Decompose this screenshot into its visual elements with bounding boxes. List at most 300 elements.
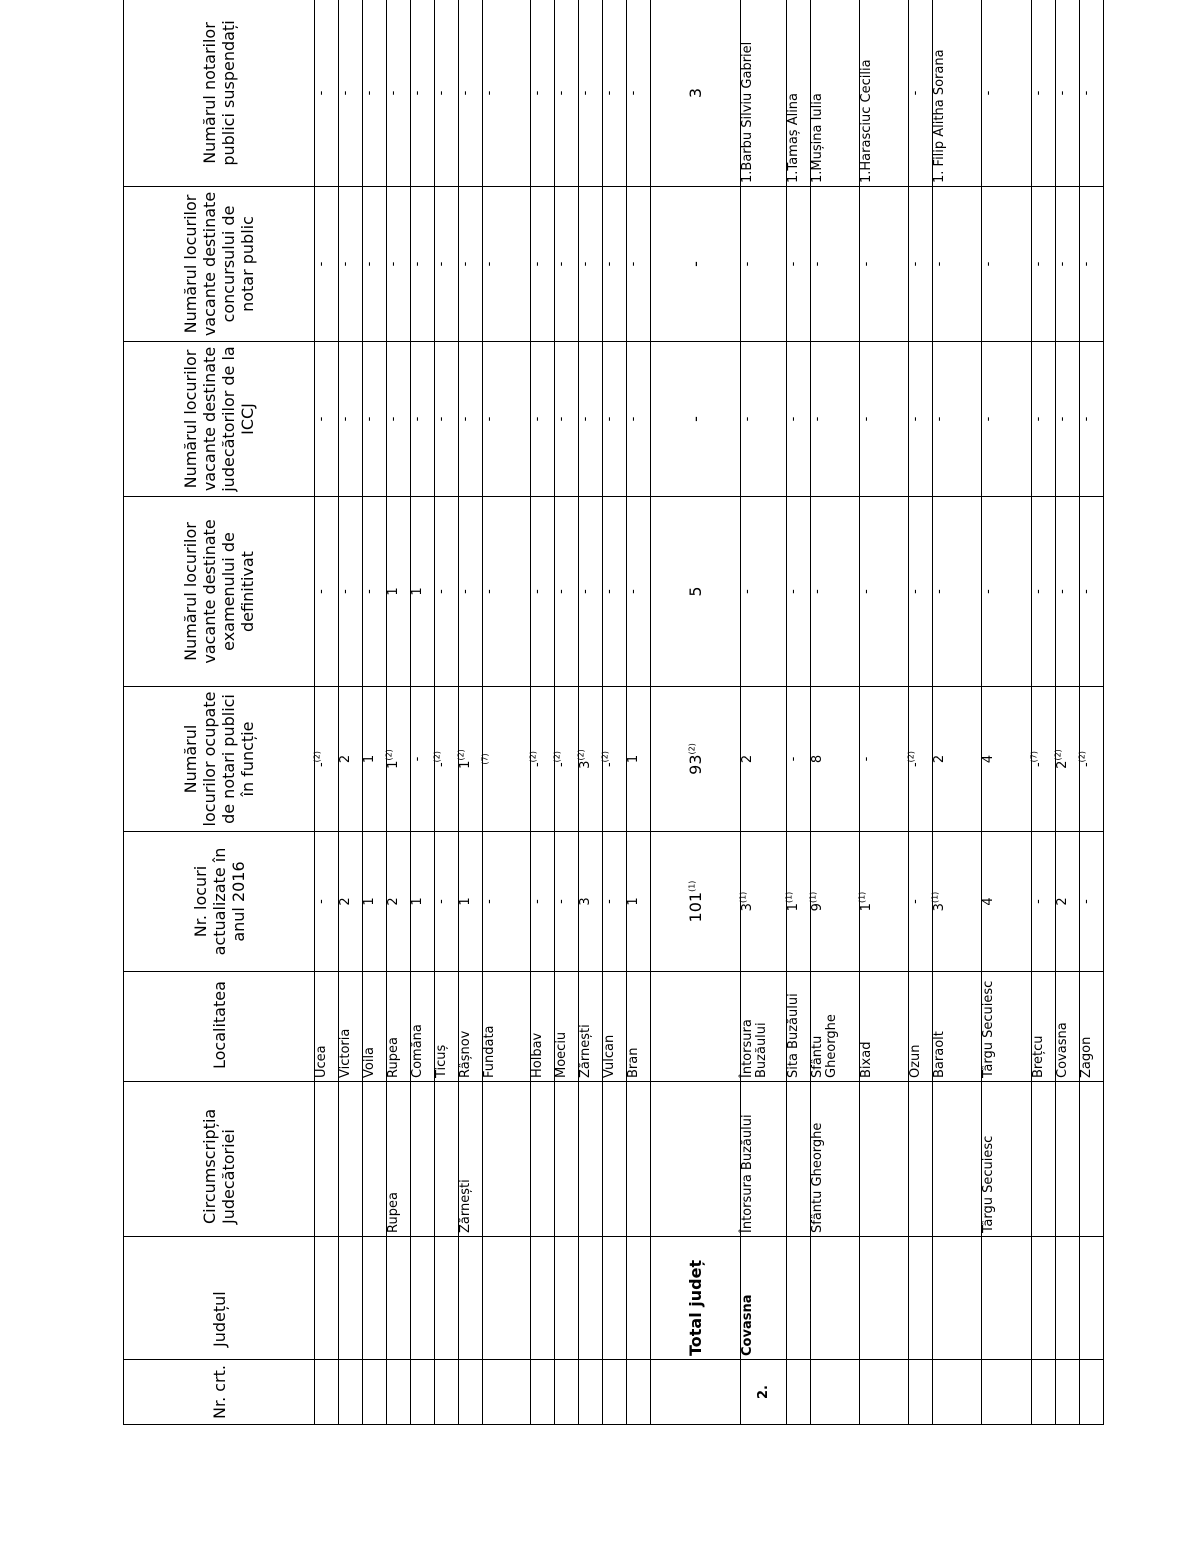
cell-iccj	[411, 342, 435, 497]
cell-locuri-2016-text: -	[602, 899, 617, 904]
cell-suspendati-text: -	[338, 90, 353, 96]
cell-localitatea	[933, 972, 982, 1082]
cell-nr-crt	[933, 1360, 982, 1425]
cell-locuri-2016-text: -	[482, 899, 497, 904]
cell-concurs-text: -	[434, 261, 449, 267]
cell-nr-crt-text: 2.	[755, 1385, 771, 1399]
cell-locuri-ocupate	[1077, 687, 1104, 832]
cell-locuri-ocupate-text: 8	[810, 754, 825, 764]
cell-concurs	[909, 187, 933, 342]
cell-nr-crt	[411, 1360, 435, 1425]
cell-concurs	[603, 187, 627, 342]
header-localitatea: Localitatea	[124, 972, 315, 1082]
cell-locuri-ocupate-text: 2	[740, 754, 755, 764]
cell-localitatea-text: Ticuș	[434, 1044, 449, 1078]
cell-iccj	[933, 342, 982, 497]
cell-nr-crt	[315, 1360, 339, 1425]
cell-concurs-text: -	[530, 261, 545, 267]
cell-locuri-ocupate	[1053, 687, 1080, 832]
cell-iccj-text: -	[338, 416, 353, 422]
cell-suspendati	[579, 0, 603, 187]
cell-locuri-2016	[857, 832, 909, 972]
cell-localitatea	[579, 972, 603, 1082]
cell-locuri-ocupate-text: 4	[981, 754, 996, 764]
cell-localitatea-text: Ozun	[908, 1044, 923, 1078]
cell-iccj-text: -	[626, 416, 641, 422]
cell-circumscriptia	[1032, 1082, 1056, 1237]
cell-nr-crt	[483, 1360, 531, 1425]
table-row	[982, 0, 1032, 1425]
table-row	[579, 0, 603, 1425]
cell-judet	[483, 1237, 531, 1360]
cell-locuri-ocupate	[480, 687, 531, 832]
cell-locuri-2016-text: 1	[786, 903, 801, 912]
cell-suspendati	[603, 0, 627, 187]
cell-locuri-ocupate-footnote: (2)	[384, 749, 394, 761]
cell-judet	[315, 1237, 339, 1360]
cell-concurs	[459, 187, 483, 342]
cell-locuri-ocupate-text: -	[434, 762, 449, 768]
cell-circumscriptia-text: Întorsura Buzăului	[740, 1114, 755, 1233]
cell-iccj	[627, 342, 651, 497]
cell-nr-crt	[435, 1360, 459, 1425]
cell-suspendati	[363, 0, 387, 187]
cell-localitatea-text: Covasna	[1055, 1022, 1070, 1078]
cell-definitivat-text: -	[1031, 589, 1046, 594]
cell-circumscriptia-text: Târgu Secuiesc	[981, 1135, 996, 1233]
header-nr-crt: Nr. crt.	[124, 1360, 315, 1425]
cell-suspendati	[860, 0, 909, 187]
cell-definitivat-text: -	[908, 589, 923, 594]
table-row	[531, 0, 555, 1425]
cell-concurs	[811, 187, 860, 342]
cell-nr-crt	[741, 1360, 787, 1425]
cell-localitatea	[363, 972, 387, 1082]
cell-nr-crt	[909, 1360, 933, 1425]
cell-localitatea	[860, 972, 909, 1082]
cell-circumscriptia	[651, 1082, 741, 1237]
cell-locuri-2016	[808, 832, 860, 972]
cell-circumscriptia	[982, 1082, 1032, 1237]
cell-circumscriptia	[435, 1082, 459, 1237]
cell-concurs-text: -	[314, 261, 329, 267]
cell-locuri-2016	[531, 832, 555, 972]
cell-concurs	[363, 187, 387, 342]
cell-localitatea-text: Baraolt	[932, 1031, 947, 1078]
cell-localitatea-text: Sfântu Gheorghe	[810, 1014, 839, 1078]
cell-iccj-text: -	[434, 416, 449, 422]
cell-suspendati-text: -	[314, 90, 329, 96]
cell-suspendati-text: 1.Mușina Iulia	[810, 93, 825, 183]
cell-locuri-2016-text: 2	[386, 897, 401, 906]
cell-locuri-ocupate	[312, 687, 339, 832]
cell-iccj-text: -	[386, 416, 401, 422]
cell-concurs-text: -	[362, 261, 377, 267]
cell-concurs-text: -	[685, 261, 705, 267]
table-row	[1056, 0, 1080, 1425]
cell-iccj-text: -	[810, 416, 825, 422]
cell-localitatea-text: Fundata	[482, 1025, 497, 1078]
cell-definitivat	[982, 497, 1032, 687]
cell-locuri-2016-footnote: (1)	[930, 891, 940, 904]
cell-suspendati-text: -	[602, 90, 617, 96]
cell-concurs-text: -	[410, 261, 425, 267]
cell-judet	[860, 1237, 909, 1360]
cell-nr-crt	[1056, 1360, 1080, 1425]
table-row	[363, 0, 387, 1425]
cell-locuri-2016-text: 4	[981, 897, 996, 906]
cell-locuri-2016	[930, 832, 982, 972]
cell-suspendati-text: -	[530, 90, 545, 96]
cell-suspendati	[531, 0, 555, 187]
cell-suspendati	[435, 0, 459, 187]
cell-circumscriptia-text: Sfântu Gheorghe	[810, 1122, 825, 1233]
cell-judet	[459, 1237, 483, 1360]
cell-locuri-2016	[627, 832, 651, 972]
cell-locuri-ocupate	[651, 687, 741, 832]
cell-locuri-2016	[651, 832, 741, 972]
cell-suspendati-text: -	[1055, 90, 1070, 96]
cell-locuri-ocupate-footnote: (2)	[528, 750, 538, 763]
cell-suspendati	[387, 0, 411, 187]
cell-nr-crt	[811, 1360, 860, 1425]
cell-concurs	[315, 187, 339, 342]
header-definitivat: Numărul locurilor vacante destinate examenului de definitivat	[124, 497, 315, 687]
cell-locuri-2016	[1032, 832, 1056, 972]
cell-judet	[411, 1237, 435, 1360]
cell-locuri-ocupate	[432, 687, 459, 832]
cell-locuri-2016-text: 3	[578, 897, 593, 906]
cell-circumscriptia	[1080, 1082, 1104, 1237]
cell-locuri-ocupate-text: 1	[386, 760, 401, 769]
table-row	[459, 0, 483, 1425]
cell-locuri-ocupate-footnote: (2)	[1077, 750, 1087, 763]
cell-localitatea-text: Râșnov	[458, 1030, 473, 1078]
cell-definitivat	[651, 497, 741, 687]
cell-suspendati-text: -	[362, 90, 377, 96]
header-locuri-ocupate: Numărul locurilor ocupate de notari publici în funcție	[124, 687, 315, 832]
table-row	[741, 0, 787, 1425]
cell-locuri-2016	[387, 832, 411, 972]
cell-locuri-2016-text: 1	[362, 897, 377, 906]
cell-locuri-2016	[411, 832, 435, 972]
cell-localitatea	[603, 972, 627, 1082]
cell-definitivat-text: -	[859, 589, 874, 594]
cell-locuri-2016	[784, 832, 811, 972]
cell-iccj-text: -	[314, 416, 329, 422]
cell-nr-crt	[459, 1360, 483, 1425]
cell-concurs-text: -	[859, 261, 874, 267]
table-body	[312, 0, 1104, 1425]
cell-locuri-2016-text: 101	[685, 891, 705, 923]
cell-definitivat	[741, 497, 787, 687]
cell-definitivat-text: -	[554, 589, 569, 594]
cell-definitivat	[555, 497, 579, 687]
cell-definitivat	[909, 497, 933, 687]
cell-locuri-ocupate-footnote: (7)	[480, 753, 490, 765]
cell-locuri-ocupate-text: -	[530, 762, 545, 768]
cell-localitatea	[1032, 972, 1056, 1082]
cell-suspendati-text: 3	[685, 87, 705, 99]
cell-definitivat	[339, 497, 363, 687]
cell-locuri-2016-footnote: (1)	[738, 891, 748, 904]
cell-locuri-ocupate	[787, 687, 811, 832]
cell-localitatea	[1056, 972, 1080, 1082]
cell-localitatea-text: Ucea	[314, 1045, 329, 1078]
cell-nr-crt	[860, 1360, 909, 1425]
cell-locuri-2016-text: 3	[932, 903, 947, 912]
cell-locuri-ocupate-text: 1	[626, 754, 641, 764]
cell-suspendati-text: 1. Filip Alitha Sorana	[932, 49, 947, 183]
cell-locuri-2016	[982, 832, 1032, 972]
cell-localitatea	[555, 972, 579, 1082]
cell-suspendati-text: -	[578, 90, 593, 96]
cell-locuri-2016	[363, 832, 387, 972]
cell-concurs-text: -	[981, 261, 996, 267]
cell-locuri-ocupate-footnote: (2)	[600, 750, 610, 763]
cell-suspendati-text: -	[908, 90, 923, 96]
cell-locuri-ocupate	[411, 687, 435, 832]
cell-locuri-ocupate	[811, 687, 860, 832]
cell-iccj-text: -	[786, 416, 801, 422]
cell-concurs	[531, 187, 555, 342]
cell-locuri-2016	[483, 832, 531, 972]
cell-localitatea-text: Holbav	[530, 1032, 545, 1078]
cell-concurs	[1056, 187, 1080, 342]
cell-suspendati	[411, 0, 435, 187]
cell-judet	[339, 1237, 363, 1360]
cell-locuri-2016-text: -	[530, 899, 545, 904]
cell-circumscriptia	[811, 1082, 860, 1237]
cell-concurs	[933, 187, 982, 342]
cell-locuri-ocupate	[456, 687, 483, 832]
table-row	[483, 0, 531, 1425]
cell-definitivat-text: -	[626, 589, 641, 594]
cell-iccj	[1056, 342, 1080, 497]
cell-definitivat	[603, 497, 627, 687]
cell-suspendati-text: -	[1079, 90, 1094, 96]
cell-locuri-2016	[555, 832, 579, 972]
cell-localitatea-text: Rupea	[386, 1037, 401, 1078]
cell-suspendati-text: 1.Barbu Silviu Gabriel	[740, 41, 755, 183]
cell-localitatea-text: Moeciu	[554, 1031, 569, 1078]
cell-iccj-text: -	[685, 416, 705, 422]
cell-circumscriptia	[933, 1082, 982, 1237]
cell-locuri-2016-text: -	[314, 899, 329, 904]
cell-iccj	[483, 342, 531, 497]
cell-localitatea	[909, 972, 933, 1082]
cell-localitatea	[435, 972, 459, 1082]
cell-circumscriptia	[741, 1082, 787, 1237]
cell-locuri-ocupate	[627, 687, 651, 832]
cell-definitivat-text: -	[786, 589, 801, 594]
cell-circumscriptia	[555, 1082, 579, 1237]
cell-locuri-ocupate-footnote: (2)	[687, 743, 697, 755]
cell-definitivat	[315, 497, 339, 687]
cell-locuri-ocupate-footnote: (2)	[906, 750, 916, 763]
cell-suspendati	[811, 0, 860, 187]
cell-suspendati	[1032, 0, 1056, 187]
cell-circumscriptia	[531, 1082, 555, 1237]
cell-localitatea	[651, 972, 741, 1082]
table-row	[603, 0, 627, 1425]
cell-definitivat	[860, 497, 909, 687]
cell-iccj-text: -	[410, 416, 425, 422]
cell-concurs	[651, 187, 741, 342]
cell-nr-crt	[603, 1360, 627, 1425]
cell-locuri-ocupate-footnote: (2)	[576, 749, 586, 761]
cell-locuri-ocupate-text: -	[554, 762, 569, 768]
cell-locuri-ocupate	[384, 687, 411, 832]
table-row	[411, 0, 435, 1425]
cell-localitatea	[315, 972, 339, 1082]
cell-judet	[435, 1237, 459, 1360]
cell-definitivat	[1056, 497, 1080, 687]
cell-judet	[531, 1237, 555, 1360]
cell-locuri-ocupate	[1029, 687, 1056, 832]
cell-definitivat	[627, 497, 651, 687]
cell-localitatea	[387, 972, 411, 1082]
cell-definitivat	[933, 497, 982, 687]
cell-judet	[387, 1237, 411, 1360]
cell-judet	[787, 1237, 811, 1360]
cell-concurs	[435, 187, 459, 342]
cell-localitatea	[411, 972, 435, 1082]
cell-iccj-text: -	[981, 416, 996, 422]
cell-circumscriptia-text: Zărnești	[458, 1179, 473, 1233]
cell-definitivat	[811, 497, 860, 687]
cell-locuri-ocupate-text: -	[410, 756, 425, 762]
cell-suspendati-text: -	[482, 90, 497, 96]
cell-iccj	[909, 342, 933, 497]
cell-localitatea	[787, 972, 811, 1082]
cell-nr-crt	[363, 1360, 387, 1425]
cell-circumscriptia	[459, 1082, 483, 1237]
cell-suspendati	[741, 0, 787, 187]
cell-locuri-2016	[579, 832, 603, 972]
cell-concurs-text: -	[578, 261, 593, 267]
cell-locuri-2016-text: 2	[1055, 897, 1070, 906]
header-iccj: Numărul locurilor vacante destinate judecătorilor de la ICCJ	[124, 342, 315, 497]
cell-definitivat-text: -	[338, 589, 353, 594]
cell-locuri-ocupate-text: 2	[338, 754, 353, 764]
cell-concurs-text: -	[740, 261, 755, 267]
table-row	[787, 0, 811, 1425]
table-row	[315, 0, 339, 1425]
cell-locuri-2016-text: -	[434, 899, 449, 904]
cell-concurs	[982, 187, 1032, 342]
cell-locuri-ocupate	[741, 687, 787, 832]
cell-definitivat-text: 1	[386, 587, 401, 596]
cell-locuri-ocupate-text: 93	[685, 754, 705, 775]
cell-iccj-text: -	[554, 416, 569, 422]
cell-localitatea-text: Voila	[362, 1046, 377, 1078]
cell-suspendati-text: -	[981, 90, 996, 96]
cell-suspendati	[555, 0, 579, 187]
cell-locuri-2016-text: -	[554, 899, 569, 904]
cell-concurs-text: -	[602, 261, 617, 267]
cell-circumscriptia	[387, 1082, 411, 1237]
cell-concurs-text: -	[626, 261, 641, 267]
cell-iccj-text: -	[530, 416, 545, 422]
cell-definitivat	[363, 497, 387, 687]
cell-nr-crt	[982, 1360, 1032, 1425]
table-row	[933, 0, 982, 1425]
cell-concurs	[339, 187, 363, 342]
cell-definitivat-text: -	[434, 589, 449, 594]
cell-definitivat-text: -	[458, 589, 473, 594]
cell-localitatea	[531, 972, 555, 1082]
cell-locuri-ocupate	[576, 687, 603, 832]
cell-suspendati	[933, 0, 982, 187]
cell-concurs-text: -	[786, 261, 801, 267]
cell-suspendati	[339, 0, 363, 187]
cell-concurs	[555, 187, 579, 342]
table-row	[339, 0, 363, 1425]
cell-circumscriptia	[1056, 1082, 1080, 1237]
cell-iccj-text: -	[908, 416, 923, 422]
cell-locuri-ocupate-text: -	[908, 762, 923, 768]
cell-circumscriptia-text: Rupea	[386, 1192, 401, 1233]
cell-locuri-ocupate-text: -	[786, 756, 801, 762]
cell-localitatea	[627, 972, 651, 1082]
cell-suspendati	[315, 0, 339, 187]
cell-iccj-text: -	[1031, 416, 1046, 422]
cell-localitatea-text: Victoria	[338, 1028, 353, 1078]
cell-concurs-text: -	[810, 261, 825, 267]
cell-nr-crt	[787, 1360, 811, 1425]
cell-iccj-text: -	[482, 416, 497, 422]
cell-definitivat	[435, 497, 459, 687]
cell-judet	[811, 1237, 860, 1360]
cell-locuri-2016-footnote: (1)	[857, 891, 867, 904]
cell-definitivat-text: -	[530, 589, 545, 594]
cell-localitatea-text: Zărnești	[578, 1024, 593, 1078]
cell-iccj-text: -	[932, 416, 947, 422]
table-row	[1080, 0, 1104, 1425]
cell-nr-crt	[1080, 1360, 1104, 1425]
cell-iccj	[1032, 342, 1056, 497]
cell-concurs-text: -	[1079, 261, 1094, 267]
cell-definitivat-text: -	[810, 589, 825, 594]
cell-circumscriptia	[627, 1082, 651, 1237]
cell-definitivat	[579, 497, 603, 687]
cell-locuri-2016-text: 1	[410, 897, 425, 906]
cell-iccj	[435, 342, 459, 497]
cell-iccj	[315, 342, 339, 497]
cell-suspendati	[909, 0, 933, 187]
cell-nr-crt	[579, 1360, 603, 1425]
cell-locuri-2016	[603, 832, 627, 972]
cell-judet	[1080, 1237, 1104, 1360]
cell-definitivat	[387, 497, 411, 687]
cell-concurs-text: -	[338, 261, 353, 267]
cell-definitivat-text: -	[932, 589, 947, 594]
cell-locuri-ocupate	[860, 687, 909, 832]
cell-locuri-2016-text: 1	[859, 903, 874, 912]
cell-suspendati	[787, 0, 811, 187]
cell-concurs-text: -	[932, 261, 947, 267]
cell-concurs-text: -	[482, 261, 497, 267]
cell-localitatea-text: Întorsura Buzăului	[740, 1019, 769, 1078]
cell-iccj-text: -	[859, 416, 874, 422]
table-row	[387, 0, 411, 1425]
cell-concurs	[1080, 187, 1104, 342]
cell-localitatea-text: Comăna	[410, 1024, 425, 1078]
cell-concurs	[1032, 187, 1056, 342]
cell-definitivat-text: -	[1055, 589, 1070, 594]
cell-judet	[603, 1237, 627, 1360]
